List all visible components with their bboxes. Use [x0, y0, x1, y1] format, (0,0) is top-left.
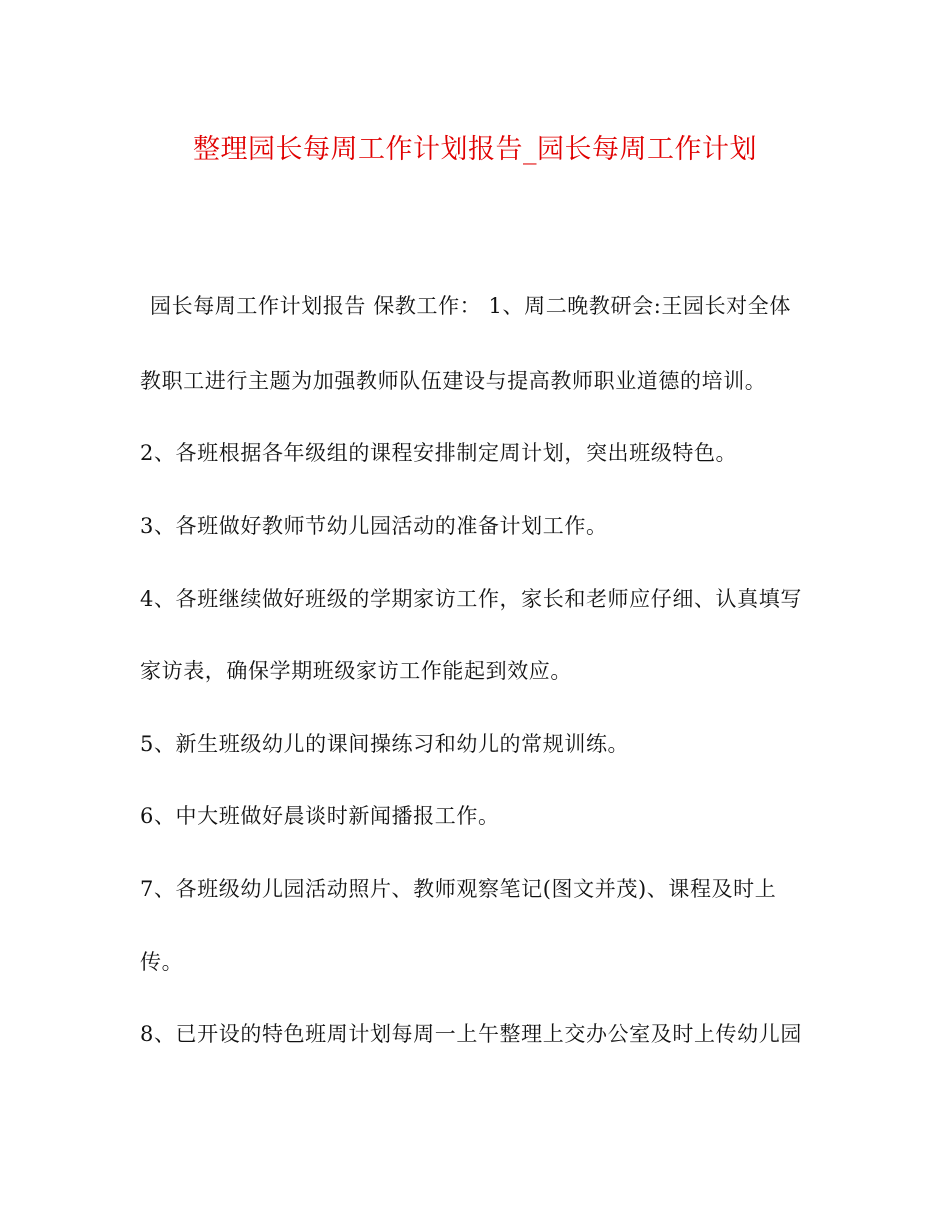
paragraph-line: 传。	[140, 950, 184, 974]
paragraph-line: 8、已开设的特色班周计划每周一上午整理上交办公室及时上传幼儿园	[140, 1022, 802, 1046]
paragraph-line: 教职工进行主题为加强教师队伍建设与提高教师职业道德的培训。	[140, 369, 767, 393]
paragraph-line: 园长每周工作计划报告 保教工作： 1、周二晚教研会:王园长对全体	[150, 294, 791, 318]
paragraph-line: 家访表，确保学期班级家访工作能起到效应。	[140, 659, 572, 683]
paragraph-line: 4、各班继续做好班级的学期家访工作，家长和老师应仔细、认真填写	[140, 587, 802, 611]
document-title: 整理园长每周工作计划报告_园长每周工作计划	[193, 134, 757, 165]
paragraph-line: 7、各班级幼儿园活动照片、教师观察笔记(图文并茂)、课程及时上	[140, 877, 777, 901]
paragraph-line: 2、各班根据各年级组的课程安排制定周计划，突出班级特色。	[140, 441, 738, 465]
paragraph-line: 5、新生班级幼儿的课间操练习和幼儿的常规训练。	[140, 732, 630, 756]
paragraph-line: 3、各班做好教师节幼儿园活动的准备计划工作。	[140, 514, 608, 538]
paragraph-line: 6、中大班做好晨谈时新闻播报工作。	[140, 804, 500, 828]
